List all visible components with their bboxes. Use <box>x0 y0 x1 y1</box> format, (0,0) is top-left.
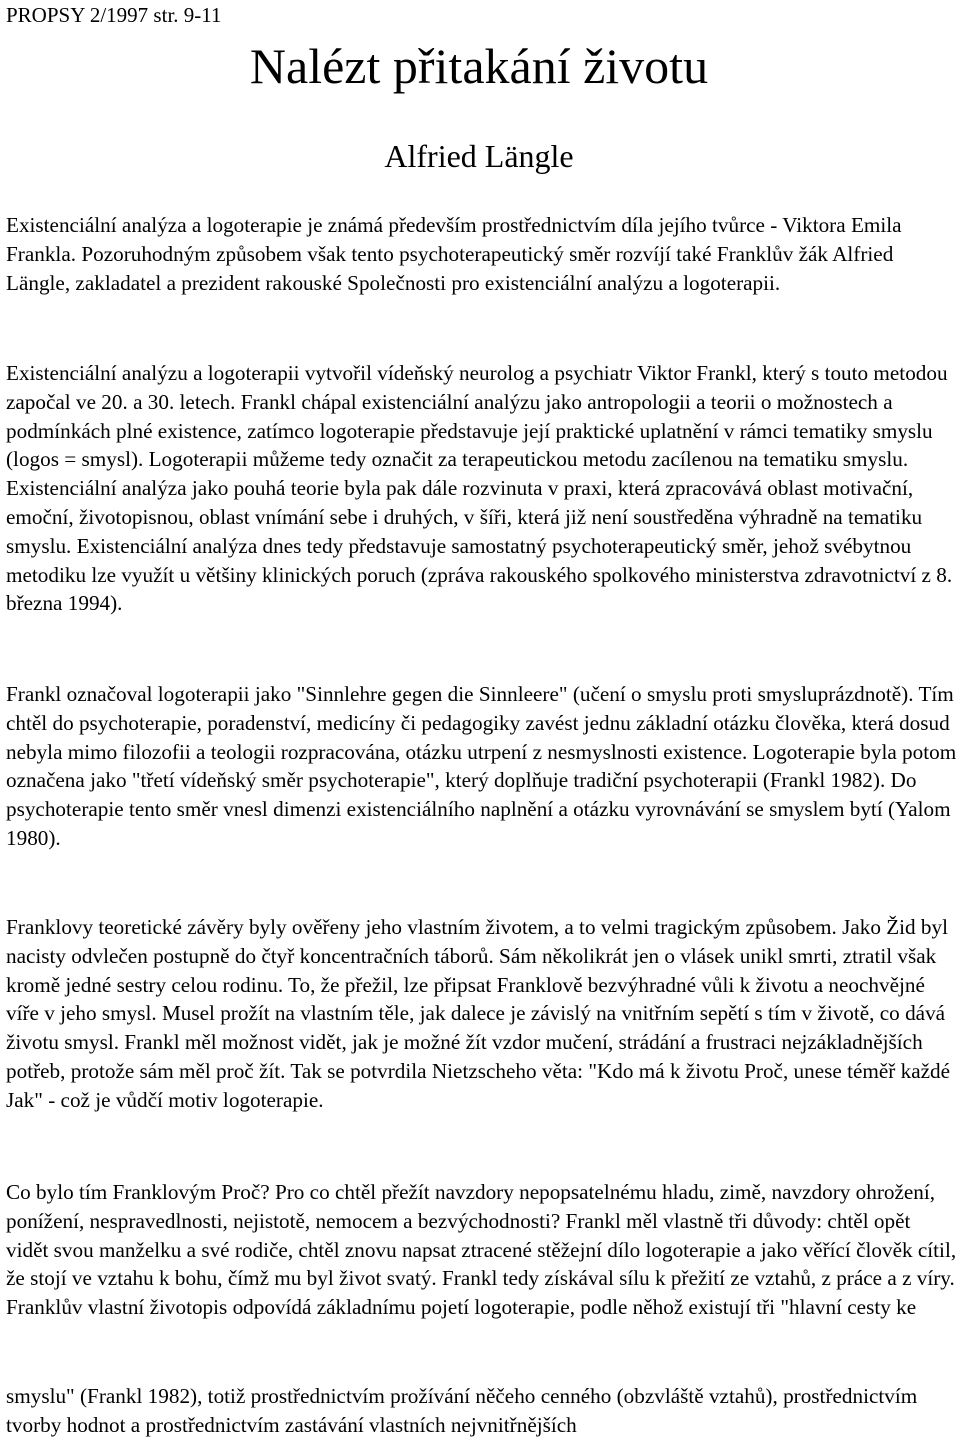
paragraph: Frankl označoval logoterapii jako "Sinnlehre gegen die Sinnleere" (učení o smyslu proti smysluprázdnotě). Tím chtěl do psychoterapie, poradenství, medicíny či pedagogiky zavést jednu základní otázku člověka, která dosud nebyla mimo filozofii a teologii rozpracována, otázku utrpení z nesmyslnosti existence. Logoterapie byla potom označena jako "třetí vídeňský směr psychoterapie", který doplňuje tradiční psychoterapii (Frankl 1982). Do psychoterapie tento směr vnesl dimenzi existenciálního naplnění a otázku vyrovnávání se smyslem bytí (Yalom 1980). <box>6 682 957 850</box>
paragraph: Existenciální analýza a logoterapie je známá především prostřednictvím díla jejího tvůrce - Viktora Emila Frankla. Pozoruhodným způsobem však tento psychoterapeutický směr rozvíjí také Franklův žák Alfried Längle, zakladatel a prezident rakouské Společnosti pro existenciální analýzu a logoterapii. <box>6 213 902 295</box>
article-title: Nalézt přitakání životu <box>249 38 709 94</box>
journal-citation: PROPSY 2/1997 str. 9-11 <box>6 3 222 27</box>
paragraph: Franklovy teoretické závěry byly ověřeny jeho vlastním životem, a to velmi tragickým způsobem. Jako Žid byl nacisty odvlečen postupně do čtyř koncentračních táborů. Sám několikrát jen o vlásek unikl smrti, ztratil však kromě jedné sestry celou rodinu. To, že přežil, lze připsat Franklově bezvýhradné vůli k životu a neochvějné víře v jeho smysl. Musel prožít na vlastním těle, jak dalece je závislý na vnitřním sepětí s tím v životě, co dává životu smysl. Frankl měl možnost vidět, jak je možné žít vzdor mučení, strádání a frustraci nejzákladnějších potřeb, protože sám měl proč žít. Tak se potvrdila Nietzscheho věta: "Kdo má k životu Proč, unese téměř každé Jak" - což je vůdčí motiv logoterapie. <box>6 915 951 1112</box>
paragraph: Existenciální analýzu a logoterapii vytvořil vídeňský neurolog a psychiatr Viktor Frankl, který s touto metodou započal ve 20. a 30. letech. Frankl chápal existenciální analýzu jako antropologii a teorii o možnostech a podmínkách plné existence, zatímco logoterapie představuje její praktické uplatnění v rámci tematiky smyslu (logos = smysl). Logoterapii můžeme tedy označit za terapeutickou metodu zacílenou na tematiku smyslu. Existenciální analýza jako pouhá teorie byla pak dále rozvinuta v praxi, která zpracovává oblast motivační, emoční, životopisnou, oblast vnímání sebe i druhých, v šíři, která již není soustředěna výhradně na tematiku smyslu. Existenciální analýza dnes tedy představuje samostatný psychoterapeutický směr, jehož svébytnou metodiku lze využít u většiny klinických poruch (zpráva rakouského spolkového ministerstva zdravotnictví z 8. března 1994). <box>6 361 953 616</box>
article-author: Alfried Längle <box>384 138 574 174</box>
paragraph: Co bylo tím Franklovým Proč? Pro co chtěl přežít navzdory nepopsatelnému hladu, zimě, navzdory ohrožení, ponížení, nespravedlnosti, nejistotě, nemocem a bezvýchodnosti? Frankl měl vlastně tři důvody: chtěl opět vidět svou manželku a své rodiče, chtěl znovu napsat ztracené stěžejní dílo logoterapie a jako věřící člověk cítil, že stojí ve vztahu k bohu, čímž mu byl život svatý. Frankl tedy získával sílu k přežití ze vztahů, z práce a z víry. Franklův vlastní životopis odpovídá základnímu pojetí logoterapie, podle něhož existují tři "hlavní cesty ke <box>6 1180 957 1320</box>
paragraph: smyslu" (Frankl 1982), totiž prostřednictvím prožívání něčeho cenného (obzvláště vztahů), prostřednictvím tvorby hodnot a prostřednictvím zastávání vlastních nejvnitřnějších <box>6 1384 918 1437</box>
